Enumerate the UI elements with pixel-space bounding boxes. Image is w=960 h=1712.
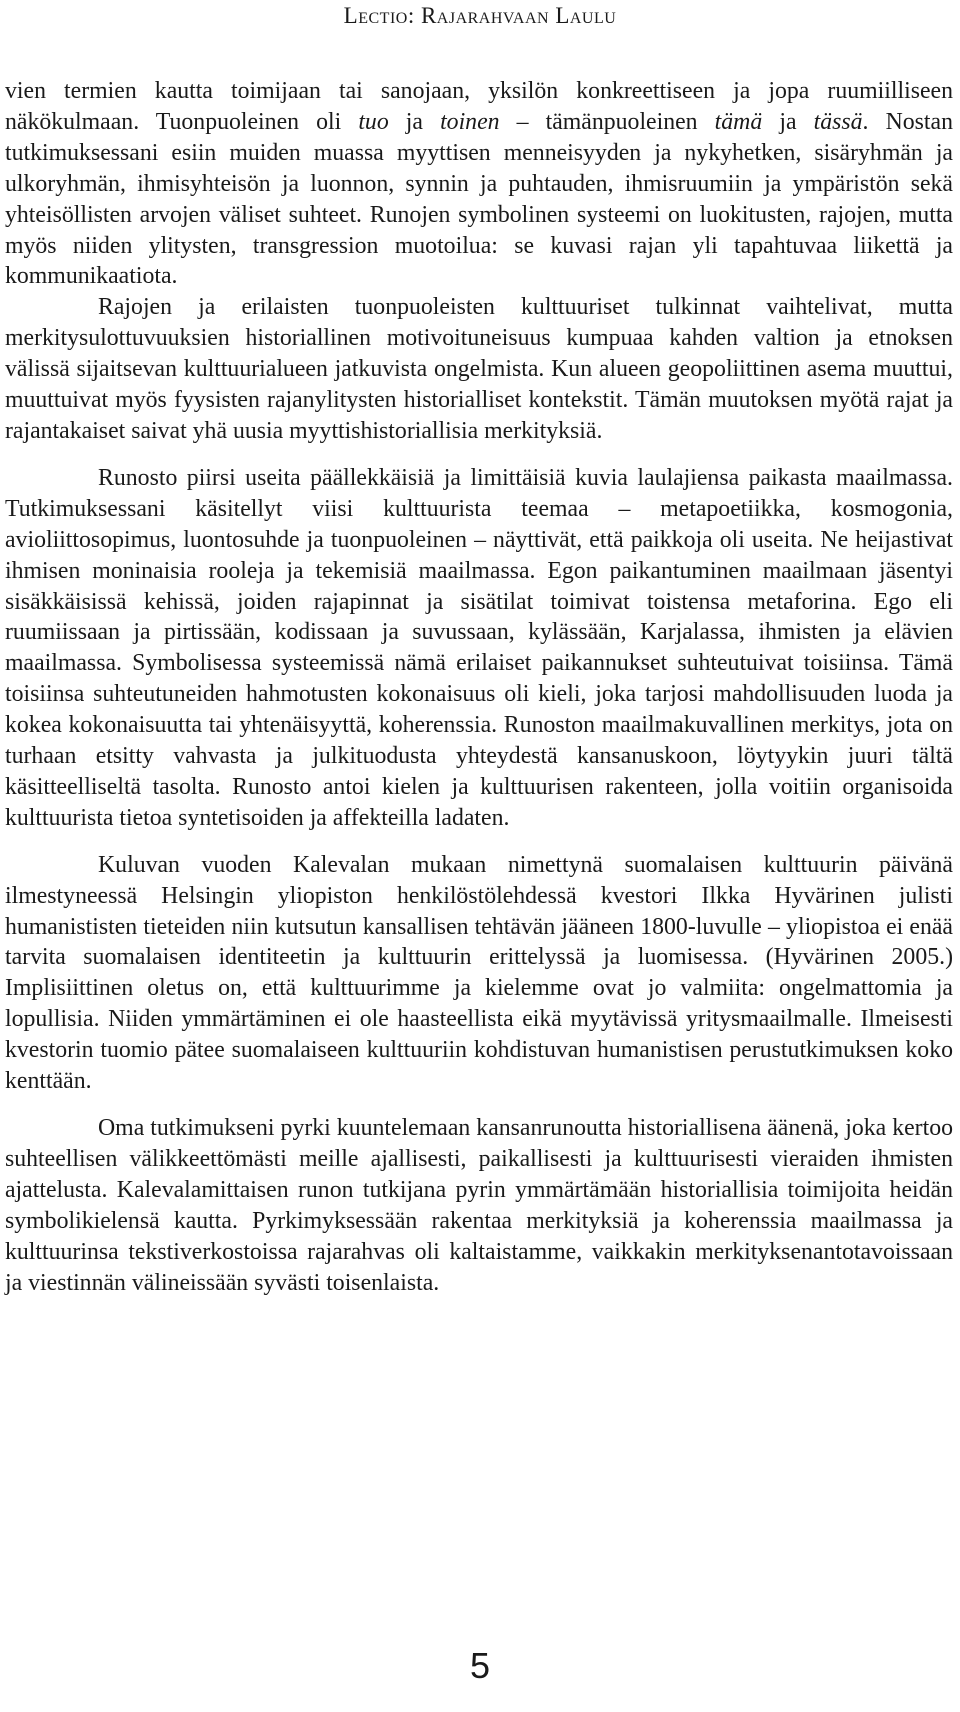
paragraph-3: Runosto piirsi useita päällekkäisiä ja limittäisiä kuvia laulajiensa paikasta maailmassa. Tutkimuksessani käsitellyt viisi kulttuurista teemaa – metapoetiikka, kosmogonia, avioliittosopimus, luontosuhde ja tuonpuoleinen – näyttivät, että paikkoja oli useita. Ne heijastivat ihmisen moninaisia rooleja ja tekemisiä maailmassa. Egon paikantuminen maailmaan jäsentyi sisäkkäisissä kehissä, joiden rajapinnat ja sisätilat toimivat toistensa metaforina. Ego eli ruumiissaan ja pirtissään, kodissaan ja suvussaan, kylässään, Karjalassa, ihmisten ja elävien maailmassa. Symbolisessa systeemissä nämä erilaiset paikannukset suhteutuivat toisiinsa. Tämä toisiinsa suhteutuneiden hahmotusten kokonaisuus oli kieli, joka tarjosi mahdollisuuden luoda ja kokea kokonaisuutta tai yhtenäisyyttä, koherenssia. Runoston maailmakuvallinen merkitys, jota on turhaan etsitty vahvasta ja julkituodusta yhteydestä kansanuskoon, löytyykin juuri tältä käsitteelliseltä tasolta. Runosto antoi kielen ja kulttuurisen rakenteen, jolla voitiin organisoida kulttuurista tietoa syntetisoiden ja affekteilla ladaten. — [5, 464, 953, 831]
body-text — [5, 76, 953, 1298]
paragraph-1-text-e: . Nostan tutkimuksessani esiin muiden muassa myyttisen menneisyyden ja nykyhetken, sisäryhmän ja ulkoryhmän, ihmisyhteisön ja luonnon, synnin ja puhtauden, ihmisruumiin ja ympäristön sekä yhteisöllisten arvojen väliset suhteet. Runojen symbolinen systeemi on luokitusten, rajojen, mutta myös niiden ylitysten, transgression muotoilua: se kuvasi rajan yli tapahtuvaa liikettä ja kommunikaatiota. — [5, 108, 953, 290]
paragraph-1-italic-tama: tämä — [714, 108, 763, 135]
paragraph-2: Rajojen ja erilaisten tuonpuoleisten kulttuuriset tulkinnat vaihtelivat, mutta merkitysulottuvuuksien historiallinen motivoituneisuus kumpuaa kahden valtion ja etnoksen välissä sijaitsevan kulttuurialueen jatkuvista ongelmista. Kun alueen geopoliittinen asema muuttui, muuttuivat myös fyysisten rajanylitysten historialliset kontekstit. Tämän muutoksen myötä rajat ja rajantakaiset saivat yhä uusia myyttishistoriallisia merkityksiä. — [5, 294, 953, 444]
paragraph-1-italic-tuo: tuo — [358, 108, 389, 135]
paragraph-1-text-b: ja — [388, 108, 441, 135]
page-number: 5 — [469, 1645, 491, 1686]
paragraph-1-italic-tassa: tässä — [813, 108, 863, 135]
paragraph-1-text-d: ja — [762, 108, 814, 135]
running-head: Lectio: Rajarahvaan Laulu — [343, 3, 617, 28]
paragraph-4: Kuluvan vuoden Kalevalan mukaan nimettynä suomalaisen kulttuurin päivänä ilmestyneessä Helsingin yliopiston henkilöstölehdessä kvestori Ilkka Hyvärinen julisti humanististen tieteiden niin kutsutun kansallisen tehtävän jääneen 1800-luvulle – yliopistoa ei enää tarvita suomalaisen identiteetin ja kulttuurin erittelyssä ja luomisessa. (Hyvärinen 2005.) Implisiittinen oletus on, että kulttuurimme ja kielemme ovat jo valmiita: ongelmattomia ja lopullisia. Niiden ymmärtäminen ei ole haasteellista eikä myytävissä yritysmaailmalle. Ilmeisesti kvestorin tuomio pätee suomalaiseen kulttuuriin kohdistuvan humanistisen perustutkimuksen koko kenttään. — [5, 851, 953, 1095]
paragraph-1-text-a: vien termien kautta toimijaan tai sanojaan, yksilön konkreettiseen ja jopa ruumiilliseen näkökulmaan. Tuonpuoleinen oli — [5, 78, 953, 135]
paragraph-5: Oma tutkimukseni pyrki kuuntelemaan kansanrunoutta historiallisena äänenä, joka kertoo suhteellisen välikkeettömästi meille ajallisesti, paikallisesti ja kulttuurisesti vieraiden ihmisten ajattelusta. Kalevalamittaisen runon tutkijana pyrin ymmärtämään historiallisia toimijoita heidän symbolikielensä kautta. Pyrkimyksessään rakentaa merkityksiä ja koherenssia maailmassa ja kulttuurinsa tekstiverkostoissa rajarahvas oli kaltaistamme, vaikkakin merkityksenantotavoissaan ja viestinnän välineissään syvästi toisenlaista. — [5, 1115, 953, 1296]
paragraph-1-italic-toinen: toinen — [440, 108, 500, 135]
paragraph-1-text-c: – tämänpuoleinen — [499, 108, 715, 135]
paragraph-1 — [5, 76, 953, 292]
